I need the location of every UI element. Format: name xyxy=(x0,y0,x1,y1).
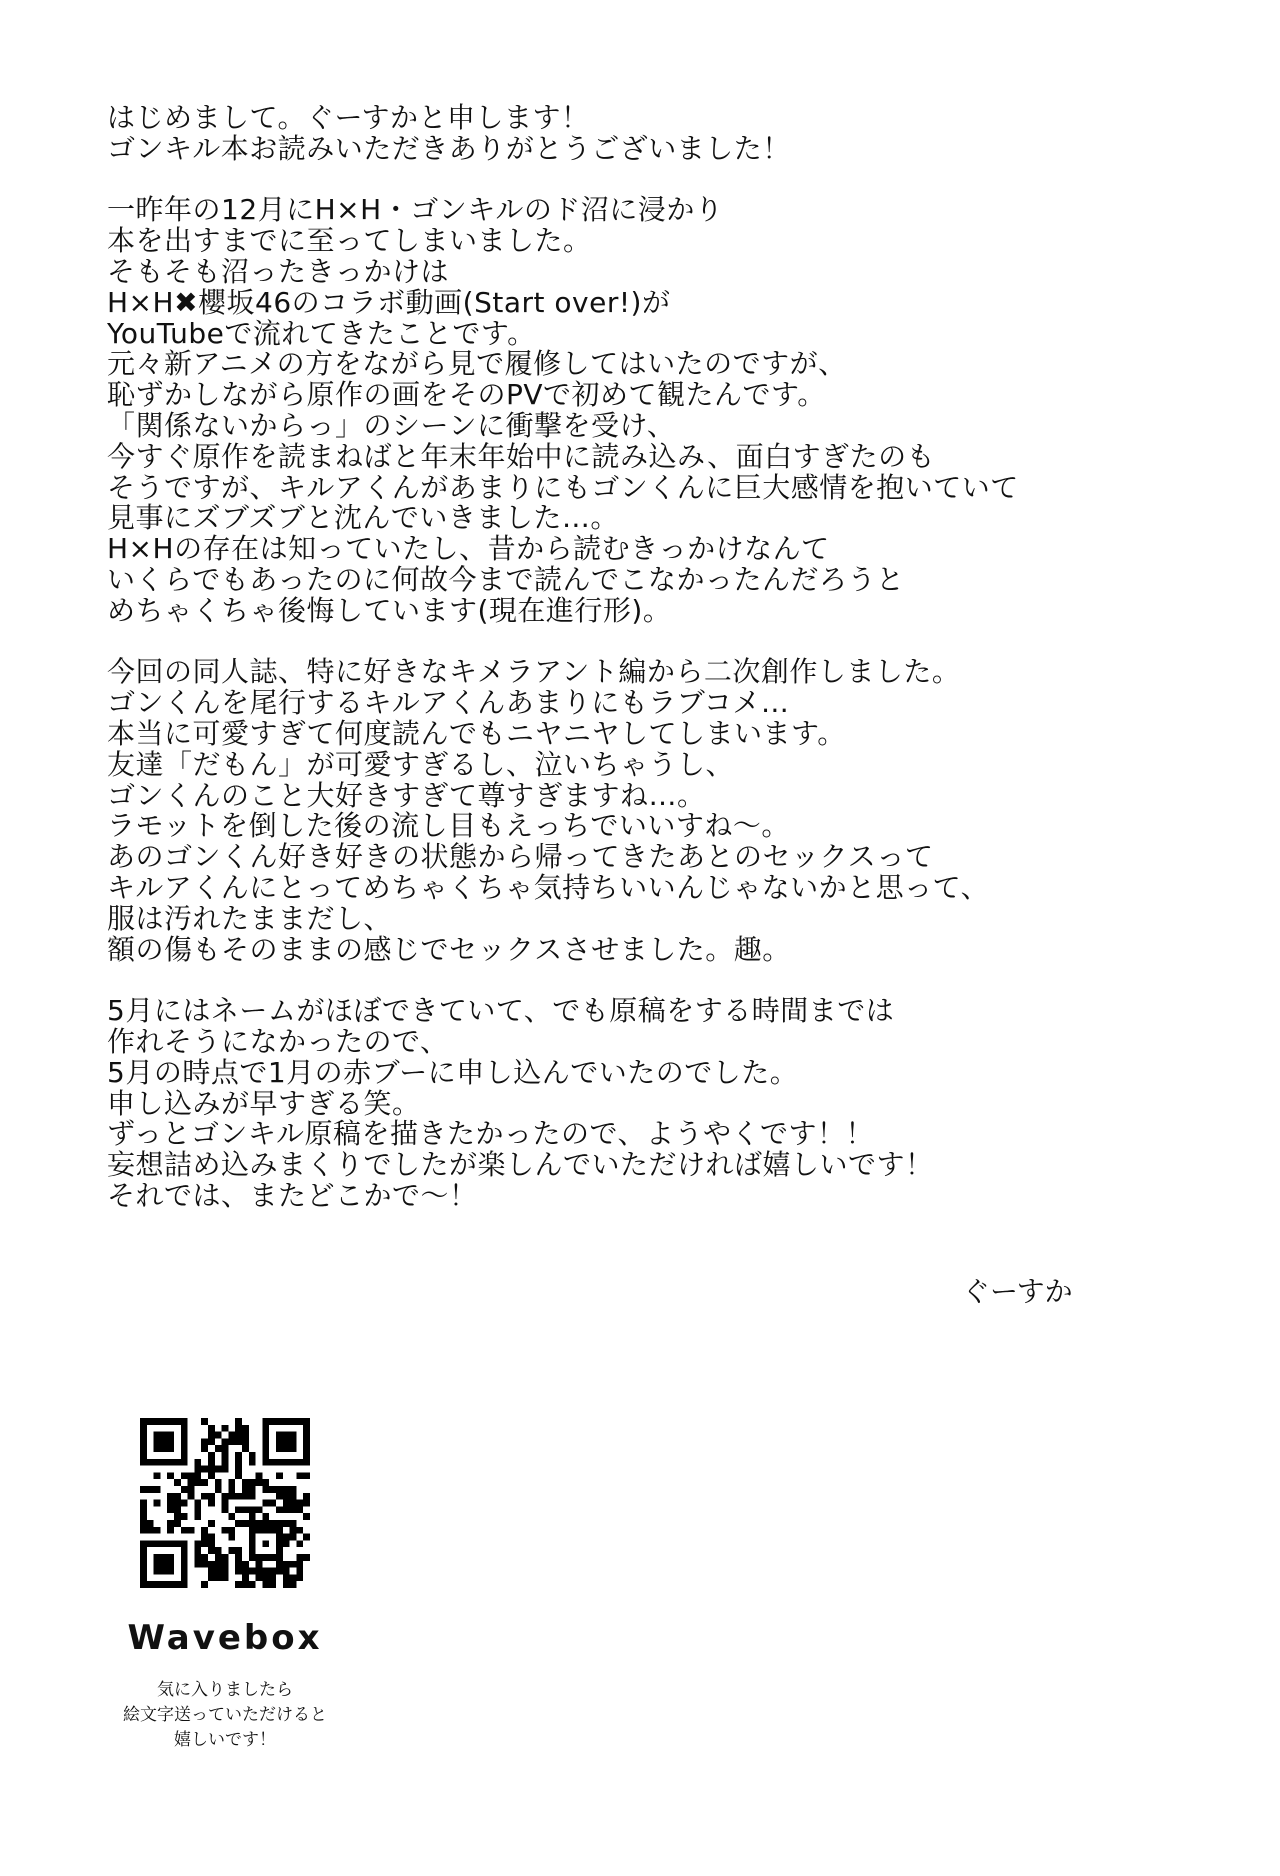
qr-module xyxy=(208,1500,215,1507)
qr-module xyxy=(283,1574,290,1581)
qr-module xyxy=(256,1479,263,1486)
text-line: それでは、またどこかで～！ xyxy=(107,1178,478,1212)
caption-line: 嬉しいです！ xyxy=(174,1730,276,1750)
qr-module xyxy=(215,1486,222,1493)
qr-module xyxy=(194,1547,201,1554)
text-line: H×Hの存在は知っていたし、昔から読むきっかけなんて xyxy=(107,532,830,566)
text-line: 友達「だもん」が可愛すぎるし、泣いちゃうし、 xyxy=(107,747,735,781)
qr-module xyxy=(276,1432,296,1452)
qr-module xyxy=(235,1472,242,1479)
qr-module xyxy=(235,1432,242,1439)
qr-module xyxy=(194,1466,201,1473)
qr-module xyxy=(296,1506,303,1513)
qr-module xyxy=(256,1472,263,1479)
qr-module xyxy=(208,1466,215,1473)
qr-module xyxy=(256,1554,263,1561)
qr-module xyxy=(262,1527,269,1534)
paragraph-spacer xyxy=(107,965,1207,996)
qr-module xyxy=(235,1452,242,1459)
qr-module xyxy=(235,1568,242,1575)
qr-module xyxy=(242,1568,249,1575)
qr-module xyxy=(276,1486,283,1493)
qr-module xyxy=(208,1432,215,1439)
qr-module xyxy=(188,1479,195,1486)
qr-module xyxy=(235,1506,242,1513)
qr-module xyxy=(174,1500,181,1507)
qr-module xyxy=(208,1425,215,1432)
qr-module xyxy=(181,1527,188,1534)
text-line: YouTubeで流れてきたことです。 xyxy=(107,316,536,350)
qr-module xyxy=(188,1472,195,1479)
qr-module xyxy=(201,1534,208,1541)
text-line: 作れそうになかったので、 xyxy=(107,1024,449,1058)
qr-module xyxy=(242,1581,249,1588)
qr-module xyxy=(208,1459,215,1466)
qr-module xyxy=(276,1568,283,1575)
qr-module xyxy=(262,1500,269,1507)
qr-module xyxy=(140,1486,147,1493)
qr-module xyxy=(256,1527,263,1534)
text-line: 申し込みが早すぎる笑。 xyxy=(107,1086,421,1120)
qr-module xyxy=(290,1493,297,1500)
qr-module xyxy=(276,1534,283,1541)
qr-module xyxy=(296,1540,303,1547)
qr-module xyxy=(222,1438,229,1445)
qr-module xyxy=(249,1513,256,1520)
qr-module xyxy=(228,1438,235,1445)
qr-module xyxy=(194,1479,201,1486)
text-line: あのゴンくん好き好きの状態から帰ってきたあとのセックスって xyxy=(107,840,934,874)
qr-module xyxy=(228,1486,235,1493)
qr-module xyxy=(215,1574,222,1581)
qr-module xyxy=(222,1500,229,1507)
qr-module xyxy=(276,1472,283,1479)
qr-module xyxy=(303,1554,310,1561)
qr-module xyxy=(296,1527,303,1534)
text-line: ゴンくんを尾行するキルアくんあまりにもラブコメ… xyxy=(107,686,790,720)
qr-module xyxy=(201,1445,208,1452)
qr-module xyxy=(290,1520,297,1527)
qr-module xyxy=(296,1554,303,1561)
author-signature: ぐーすか xyxy=(962,1275,1073,1308)
qr-module xyxy=(249,1581,256,1588)
qr-module xyxy=(303,1472,310,1479)
qr-module xyxy=(262,1574,269,1581)
qr-module xyxy=(242,1479,249,1486)
qr-module xyxy=(249,1554,256,1561)
qr-module xyxy=(222,1493,229,1500)
qr-module xyxy=(276,1547,283,1554)
qr-module xyxy=(290,1527,297,1534)
qr-module xyxy=(201,1479,208,1486)
qr-module xyxy=(181,1500,188,1507)
qr-module xyxy=(276,1561,283,1568)
qr-module xyxy=(249,1452,256,1459)
qr-module xyxy=(242,1561,249,1568)
qr-module xyxy=(228,1527,235,1534)
text-line: 今回の同人誌、特に好きなキメラアント編から二次創作しました。 xyxy=(107,655,961,689)
qr-module xyxy=(208,1493,215,1500)
qr-module xyxy=(201,1581,208,1588)
qr-module xyxy=(174,1520,181,1527)
qr-module xyxy=(303,1513,310,1520)
qr-module xyxy=(262,1581,269,1588)
qr-module xyxy=(269,1581,276,1588)
qr-module xyxy=(235,1581,242,1588)
qr-module xyxy=(208,1472,215,1479)
qr-module xyxy=(249,1459,256,1466)
qr-module xyxy=(276,1493,283,1500)
qr-module xyxy=(235,1418,242,1425)
qr-module xyxy=(290,1581,297,1588)
paragraph xyxy=(107,996,1207,1212)
qr-module xyxy=(208,1561,215,1568)
qr-module xyxy=(283,1500,290,1507)
qr-module xyxy=(235,1466,242,1473)
qr-module xyxy=(188,1486,195,1493)
qr-module xyxy=(296,1574,303,1581)
qr-module xyxy=(188,1493,195,1500)
paragraph-spacer xyxy=(107,165,1207,196)
wavebox-caption xyxy=(110,1678,340,1753)
text-line: ゴンキル本お読みいただきありがとうございました！ xyxy=(107,131,791,165)
qr-module xyxy=(201,1561,208,1568)
qr-module xyxy=(140,1513,147,1520)
qr-module xyxy=(262,1479,269,1486)
text-line: 服は汚れたままだし、 xyxy=(107,901,393,935)
qr-module xyxy=(167,1493,174,1500)
qr-module xyxy=(228,1513,235,1520)
text-line: 5月の時点で1月の赤ブーに申し込んでいたのでした。 xyxy=(107,1055,799,1089)
qr-module xyxy=(290,1486,297,1493)
qr-module xyxy=(269,1574,276,1581)
text-line: 本を出すまでに至ってしまいました。 xyxy=(107,224,592,258)
qr-module xyxy=(188,1527,195,1534)
qr-module xyxy=(262,1540,269,1547)
qr-module xyxy=(208,1540,215,1547)
qr-module xyxy=(262,1554,269,1561)
qr-module xyxy=(283,1534,290,1541)
qr-module xyxy=(154,1472,161,1479)
qr-module xyxy=(208,1534,215,1541)
wavebox-qr-code[interactable] xyxy=(140,1418,310,1588)
qr-module xyxy=(194,1459,201,1466)
qr-module xyxy=(235,1425,242,1432)
qr-module xyxy=(167,1506,174,1513)
qr-module xyxy=(290,1500,297,1507)
qr-module xyxy=(283,1561,290,1568)
qr-module xyxy=(174,1506,181,1513)
qr-module xyxy=(154,1554,174,1574)
qr-module xyxy=(208,1452,215,1459)
qr-module xyxy=(222,1466,229,1473)
qr-module xyxy=(235,1493,242,1500)
qr-module xyxy=(262,1513,269,1520)
text-line: 額の傷もそのままの感じでセックスさせました。趣。 xyxy=(107,932,791,966)
qr-module xyxy=(208,1520,215,1527)
qr-module xyxy=(269,1486,276,1493)
text-line: 見事にズブズブと沈んでいきました…。 xyxy=(107,501,619,535)
qr-module xyxy=(174,1493,181,1500)
qr-module xyxy=(262,1486,269,1493)
qr-module xyxy=(249,1568,256,1575)
qr-module xyxy=(222,1452,229,1459)
text-line: ゴンくんのこと大好きすぎて尊すぎますね…。 xyxy=(107,778,706,812)
qr-module xyxy=(201,1554,208,1561)
paragraph xyxy=(107,657,1207,965)
qr-module xyxy=(235,1520,242,1527)
text-line: 妄想詰め込みまくりでしたが楽しんでいただければ嬉しいです！ xyxy=(107,1148,934,1182)
qr-module xyxy=(283,1506,290,1513)
qr-module xyxy=(283,1581,290,1588)
qr-module xyxy=(208,1568,215,1575)
qr-module xyxy=(269,1527,276,1534)
qr-module xyxy=(201,1418,208,1425)
qr-module xyxy=(290,1506,297,1513)
qr-module xyxy=(181,1472,188,1479)
qr-module xyxy=(181,1486,188,1493)
qr-module xyxy=(249,1540,256,1547)
qr-module xyxy=(269,1500,276,1507)
qr-module xyxy=(290,1574,297,1581)
qr-module xyxy=(174,1513,181,1520)
qr-module xyxy=(222,1527,229,1534)
text-line: 恥ずかしながら原作の画をそのPVで初めて観たんです。 xyxy=(107,378,826,412)
qr-module xyxy=(256,1561,263,1568)
qr-module xyxy=(167,1527,174,1534)
wavebox-section xyxy=(110,1410,340,1753)
qr-module xyxy=(249,1486,256,1493)
qr-module xyxy=(140,1520,147,1527)
qr-module xyxy=(167,1472,174,1479)
qr-module xyxy=(235,1547,242,1554)
qr-module xyxy=(201,1493,208,1500)
qr-module xyxy=(222,1568,229,1575)
paragraph xyxy=(107,103,1207,165)
qr-module xyxy=(303,1534,310,1541)
text-line: そうですが、キルアくんがあまりにもゴンくんに巨大感情を抱いていて xyxy=(107,470,1019,504)
text-line: めちゃくちゃ後悔しています(現在進行形)。 xyxy=(107,593,672,627)
qr-module xyxy=(154,1500,161,1507)
qr-module xyxy=(303,1500,310,1507)
qr-module xyxy=(262,1568,269,1575)
text-line: H×H✖櫻坂46のコラボ動画(Start over!)が xyxy=(107,285,671,319)
qr-module xyxy=(276,1527,283,1534)
qr-module xyxy=(222,1554,229,1561)
qr-module xyxy=(140,1500,147,1507)
qr-module xyxy=(222,1445,229,1452)
qr-module xyxy=(296,1472,303,1479)
qr-module xyxy=(269,1520,276,1527)
text-line: 一昨年の12月にH×H・ゴンキルのド沼に浸かり xyxy=(107,193,724,227)
qr-module xyxy=(147,1520,154,1527)
qr-module xyxy=(303,1493,310,1500)
qr-module xyxy=(283,1540,290,1547)
qr-module xyxy=(242,1425,249,1432)
text-line: ずっとゴンキル原稿を描きたかったので、ようやくです！！ xyxy=(107,1117,874,1151)
qr-module xyxy=(242,1438,249,1445)
qr-module xyxy=(235,1459,242,1466)
text-line: はじめまして。ぐーすかと申します！ xyxy=(107,101,590,134)
qr-module xyxy=(235,1438,242,1445)
qr-module xyxy=(256,1520,263,1527)
qr-module xyxy=(194,1500,201,1507)
qr-module xyxy=(249,1479,256,1486)
qr-module xyxy=(208,1547,215,1554)
qr-module xyxy=(215,1466,222,1473)
qr-module xyxy=(235,1554,242,1561)
qr-module xyxy=(147,1486,154,1493)
text-line: 本当に可愛すぎて何度読んでもニヤニヤしてしまいます。 xyxy=(107,716,846,750)
paragraph xyxy=(107,195,1207,626)
qr-module xyxy=(194,1506,201,1513)
qr-module xyxy=(269,1568,276,1575)
qr-module xyxy=(140,1506,147,1513)
qr-module xyxy=(154,1432,174,1452)
qr-module xyxy=(283,1520,290,1527)
text-line: そもそも沼ったきっかけは xyxy=(107,254,450,288)
qr-module xyxy=(249,1527,256,1534)
afterword-text xyxy=(107,103,1207,1212)
qr-module xyxy=(201,1438,208,1445)
qr-module xyxy=(249,1547,256,1554)
qr-module xyxy=(242,1445,249,1452)
qr-module xyxy=(167,1520,174,1527)
qr-module xyxy=(283,1493,290,1500)
qr-module xyxy=(228,1547,235,1554)
qr-module xyxy=(174,1479,181,1486)
qr-module xyxy=(228,1493,235,1500)
qr-module xyxy=(181,1513,188,1520)
qr-module xyxy=(249,1534,256,1541)
qr-module xyxy=(242,1432,249,1439)
qr-module xyxy=(242,1574,249,1581)
qr-module xyxy=(242,1486,249,1493)
qr-module xyxy=(215,1568,222,1575)
qr-module xyxy=(201,1540,208,1547)
qr-module xyxy=(215,1547,222,1554)
text-line: 今すぐ原作を読まねばと年末年始中に読み込み、面白すぎたのも xyxy=(107,439,936,473)
qr-module xyxy=(290,1534,297,1541)
qr-module xyxy=(242,1493,249,1500)
qr-module xyxy=(194,1540,201,1547)
paragraph-spacer xyxy=(107,627,1207,658)
qr-module xyxy=(208,1574,215,1581)
qr-module xyxy=(276,1520,283,1527)
text-line: 「関係ないからっ」のシーンに衝撃を受け、 xyxy=(107,408,676,442)
qr-module xyxy=(222,1425,229,1432)
qr-module xyxy=(296,1561,303,1568)
text-line: ラモットを倒した後の流し目もえっちでいいすね～。 xyxy=(107,809,790,843)
caption-line: 気に入りましたら xyxy=(157,1680,293,1700)
qr-module xyxy=(208,1438,215,1445)
qr-module xyxy=(276,1506,283,1513)
qr-module xyxy=(296,1500,303,1507)
caption-line: 絵文字送っていただけると xyxy=(123,1705,327,1725)
qr-module xyxy=(222,1506,229,1513)
qr-module xyxy=(296,1568,303,1575)
qr-module xyxy=(269,1554,276,1561)
qr-module xyxy=(222,1574,229,1581)
qr-module xyxy=(201,1527,208,1534)
text-line: いくらでもあったのに何故今まで読んでこなかったんだろうと xyxy=(107,562,905,596)
qr-module xyxy=(167,1500,174,1507)
qr-module xyxy=(194,1554,201,1561)
qr-module xyxy=(228,1534,235,1541)
qr-module xyxy=(249,1520,256,1527)
text-line: キルアくんにとってめちゃくちゃ気持ちいいんじゃないかと思って、 xyxy=(107,870,990,904)
qr-module xyxy=(222,1459,229,1466)
qr-module xyxy=(147,1527,154,1534)
qr-module xyxy=(256,1574,263,1581)
qr-module xyxy=(235,1561,242,1568)
qr-module xyxy=(222,1561,229,1568)
qr-module xyxy=(283,1486,290,1493)
qr-module xyxy=(140,1527,147,1534)
qr-module xyxy=(194,1472,201,1479)
qr-module xyxy=(242,1520,249,1527)
qr-module xyxy=(256,1506,263,1513)
qr-module xyxy=(215,1554,222,1561)
qr-module xyxy=(249,1493,256,1500)
text-line: 元々新アニメの方をながら見で履修してはいたのですが、 xyxy=(107,347,847,381)
qr-module xyxy=(256,1568,263,1575)
qr-module xyxy=(276,1554,283,1561)
wavebox-title: Wavebox xyxy=(127,1618,323,1658)
qr-module xyxy=(154,1486,161,1493)
qr-module xyxy=(290,1561,297,1568)
qr-module xyxy=(201,1466,208,1473)
qr-module xyxy=(276,1540,283,1547)
text-line: 5月にはネームがほぼできていて、でも原稿をする時間までは xyxy=(107,994,895,1028)
qr-module xyxy=(194,1561,201,1568)
qr-module xyxy=(215,1432,222,1439)
qr-module xyxy=(194,1513,201,1520)
qr-module xyxy=(215,1445,222,1452)
qr-module xyxy=(154,1527,161,1534)
qr-module xyxy=(215,1479,222,1486)
qr-module xyxy=(228,1432,235,1439)
qr-module xyxy=(215,1561,222,1568)
qr-module xyxy=(262,1520,269,1527)
qr-module xyxy=(242,1506,249,1513)
qr-module xyxy=(228,1479,235,1486)
qr-module xyxy=(283,1568,290,1575)
qr-module xyxy=(249,1506,256,1513)
